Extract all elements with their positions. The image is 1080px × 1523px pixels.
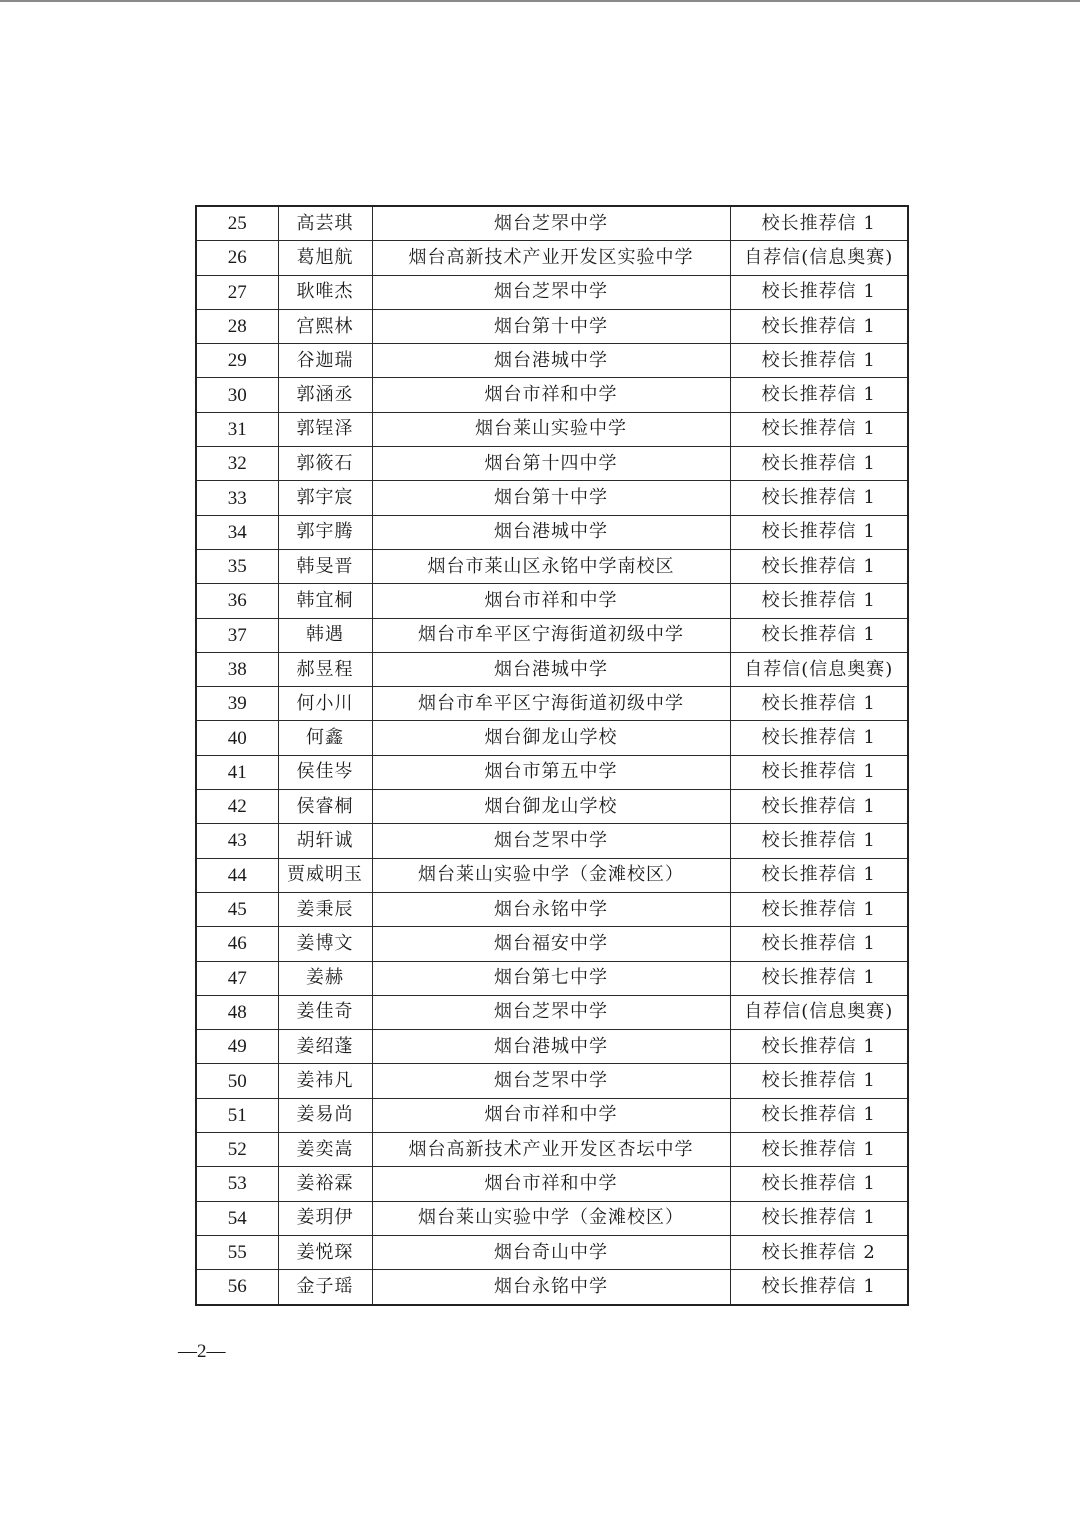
row-number: 38 [196, 652, 278, 686]
school-name: 烟台芝罘中学 [372, 1064, 730, 1098]
table-row [196, 1167, 908, 1201]
table-row [196, 1030, 908, 1064]
school-name: 烟台高新技术产业开发区实验中学 [372, 241, 730, 275]
school-name: 烟台市牟平区宁海街道初级中学 [372, 687, 730, 721]
row-number: 31 [196, 412, 278, 446]
recommendation-type: 校长推荐信 1 [730, 1098, 908, 1132]
recommendation-type: 校长推荐信 1 [730, 549, 908, 583]
table-row [196, 1235, 908, 1269]
student-name: 姜赫 [278, 961, 372, 995]
recommendation-type: 校长推荐信 1 [730, 447, 908, 481]
table-row [196, 344, 908, 378]
row-number: 43 [196, 824, 278, 858]
school-name: 烟台莱山实验中学 [372, 412, 730, 446]
table-row [196, 378, 908, 412]
row-number: 53 [196, 1167, 278, 1201]
table-row [196, 515, 908, 549]
student-name: 姜祎凡 [278, 1064, 372, 1098]
table-row [196, 790, 908, 824]
student-name: 姜秉辰 [278, 892, 372, 926]
school-name: 烟台港城中学 [372, 1030, 730, 1064]
recommendation-type: 校长推荐信 1 [730, 1270, 908, 1305]
recommendation-type: 校长推荐信 1 [730, 275, 908, 309]
row-number: 25 [196, 206, 278, 241]
student-name: 郭宇腾 [278, 515, 372, 549]
table-row [196, 309, 908, 343]
school-name: 烟台芝罘中学 [372, 824, 730, 858]
row-number: 30 [196, 378, 278, 412]
table-row [196, 549, 908, 583]
school-name: 烟台永铭中学 [372, 1270, 730, 1305]
student-name: 姜博文 [278, 927, 372, 961]
recommendation-type: 自荐信(信息奥赛) [730, 995, 908, 1029]
table-row [196, 858, 908, 892]
row-number: 54 [196, 1201, 278, 1235]
row-number: 47 [196, 961, 278, 995]
school-name: 烟台第七中学 [372, 961, 730, 995]
student-name: 郭涵丞 [278, 378, 372, 412]
school-name: 烟台御龙山学校 [372, 790, 730, 824]
student-roster-table [195, 205, 909, 1306]
table-row [196, 892, 908, 926]
row-number: 28 [196, 309, 278, 343]
table-row [196, 927, 908, 961]
school-name: 烟台市第五中学 [372, 755, 730, 789]
table-row [196, 1270, 908, 1305]
row-number: 36 [196, 584, 278, 618]
recommendation-type: 校长推荐信 1 [730, 790, 908, 824]
row-number: 34 [196, 515, 278, 549]
school-name: 烟台御龙山学校 [372, 721, 730, 755]
school-name: 烟台第十四中学 [372, 447, 730, 481]
row-number: 40 [196, 721, 278, 755]
table-row [196, 584, 908, 618]
table-row [196, 687, 908, 721]
recommendation-type: 校长推荐信 1 [730, 344, 908, 378]
roster-body [196, 206, 908, 1305]
student-name: 姜奕嵩 [278, 1133, 372, 1167]
student-name: 胡轩诚 [278, 824, 372, 858]
row-number: 32 [196, 447, 278, 481]
student-name: 姜悦琛 [278, 1235, 372, 1269]
student-name: 姜玥伊 [278, 1201, 372, 1235]
table-row [196, 652, 908, 686]
student-name: 谷迦瑞 [278, 344, 372, 378]
recommendation-type: 自荐信(信息奥赛) [730, 241, 908, 275]
row-number: 29 [196, 344, 278, 378]
school-name: 烟台港城中学 [372, 515, 730, 549]
table-row [196, 1098, 908, 1132]
row-number: 39 [196, 687, 278, 721]
student-name: 韩宜桐 [278, 584, 372, 618]
row-number: 35 [196, 549, 278, 583]
school-name: 烟台港城中学 [372, 344, 730, 378]
school-name: 烟台永铭中学 [372, 892, 730, 926]
student-name: 韩遇 [278, 618, 372, 652]
recommendation-type: 校长推荐信 1 [730, 961, 908, 995]
student-name: 郭锃泽 [278, 412, 372, 446]
student-name: 葛旭航 [278, 241, 372, 275]
row-number: 42 [196, 790, 278, 824]
row-number: 37 [196, 618, 278, 652]
school-name: 烟台港城中学 [372, 652, 730, 686]
student-name: 郝昱程 [278, 652, 372, 686]
school-name: 烟台福安中学 [372, 927, 730, 961]
recommendation-type: 校长推荐信 1 [730, 755, 908, 789]
school-name: 烟台市祥和中学 [372, 378, 730, 412]
school-name: 烟台莱山实验中学（金滩校区） [372, 1201, 730, 1235]
recommendation-type: 校长推荐信 1 [730, 1201, 908, 1235]
student-name: 金子瑶 [278, 1270, 372, 1305]
row-number: 41 [196, 755, 278, 789]
row-number: 50 [196, 1064, 278, 1098]
school-name: 烟台芝罘中学 [372, 995, 730, 1029]
student-name: 侯佳岑 [278, 755, 372, 789]
school-name: 烟台第十中学 [372, 309, 730, 343]
student-name: 高芸琪 [278, 206, 372, 241]
school-name: 烟台芝罘中学 [372, 275, 730, 309]
table-row [196, 275, 908, 309]
recommendation-type: 校长推荐信 1 [730, 927, 908, 961]
row-number: 27 [196, 275, 278, 309]
row-number: 45 [196, 892, 278, 926]
table-row [196, 447, 908, 481]
school-name: 烟台市莱山区永铭中学南校区 [372, 549, 730, 583]
school-name: 烟台奇山中学 [372, 1235, 730, 1269]
row-number: 56 [196, 1270, 278, 1305]
recommendation-type: 校长推荐信 1 [730, 309, 908, 343]
table-row [196, 481, 908, 515]
row-number: 51 [196, 1098, 278, 1132]
school-name: 烟台高新技术产业开发区杏坛中学 [372, 1133, 730, 1167]
recommendation-type: 校长推荐信 1 [730, 858, 908, 892]
table-row [196, 241, 908, 275]
row-number: 48 [196, 995, 278, 1029]
student-name: 郭筱石 [278, 447, 372, 481]
student-name: 何小川 [278, 687, 372, 721]
page-top-edge [0, 0, 1080, 2]
page-number: —2— [178, 1341, 226, 1362]
table-row [196, 995, 908, 1029]
recommendation-type: 校长推荐信 1 [730, 1064, 908, 1098]
school-name: 烟台市牟平区宁海街道初级中学 [372, 618, 730, 652]
row-number: 55 [196, 1235, 278, 1269]
recommendation-type: 校长推荐信 1 [730, 515, 908, 549]
table-row [196, 1133, 908, 1167]
recommendation-type: 校长推荐信 1 [730, 412, 908, 446]
table-row [196, 824, 908, 858]
table-row [196, 618, 908, 652]
student-name: 姜易尚 [278, 1098, 372, 1132]
recommendation-type: 校长推荐信 1 [730, 1167, 908, 1201]
table-row [196, 206, 908, 241]
recommendation-type: 校长推荐信 1 [730, 824, 908, 858]
student-name: 侯睿桐 [278, 790, 372, 824]
student-name: 郭宇宸 [278, 481, 372, 515]
school-name: 烟台市祥和中学 [372, 1098, 730, 1132]
row-number: 49 [196, 1030, 278, 1064]
recommendation-type: 校长推荐信 1 [730, 618, 908, 652]
recommendation-type: 校长推荐信 1 [730, 892, 908, 926]
school-name: 烟台市祥和中学 [372, 1167, 730, 1201]
school-name: 烟台莱山实验中学（金滩校区） [372, 858, 730, 892]
student-name: 姜绍蓬 [278, 1030, 372, 1064]
table-row [196, 1064, 908, 1098]
recommendation-type: 校长推荐信 1 [730, 378, 908, 412]
student-name: 姜佳奇 [278, 995, 372, 1029]
student-name: 姜裕霖 [278, 1167, 372, 1201]
recommendation-type: 校长推荐信 2 [730, 1235, 908, 1269]
row-number: 46 [196, 927, 278, 961]
row-number: 44 [196, 858, 278, 892]
table-row [196, 755, 908, 789]
student-name: 何鑫 [278, 721, 372, 755]
row-number: 33 [196, 481, 278, 515]
school-name: 烟台市祥和中学 [372, 584, 730, 618]
recommendation-type: 校长推荐信 1 [730, 1133, 908, 1167]
student-name: 韩旻晋 [278, 549, 372, 583]
row-number: 26 [196, 241, 278, 275]
student-name: 贾威明玉 [278, 858, 372, 892]
school-name: 烟台芝罘中学 [372, 206, 730, 241]
student-name: 耿唯杰 [278, 275, 372, 309]
table-row [196, 961, 908, 995]
school-name: 烟台第十中学 [372, 481, 730, 515]
recommendation-type: 校长推荐信 1 [730, 721, 908, 755]
student-name: 宫熙林 [278, 309, 372, 343]
recommendation-type: 校长推荐信 1 [730, 1030, 908, 1064]
recommendation-type: 校长推荐信 1 [730, 584, 908, 618]
table-row [196, 412, 908, 446]
recommendation-type: 校长推荐信 1 [730, 481, 908, 515]
row-number: 52 [196, 1133, 278, 1167]
table-row [196, 721, 908, 755]
recommendation-type: 校长推荐信 1 [730, 687, 908, 721]
recommendation-type: 校长推荐信 1 [730, 206, 908, 241]
table-row [196, 1201, 908, 1235]
recommendation-type: 自荐信(信息奥赛) [730, 652, 908, 686]
